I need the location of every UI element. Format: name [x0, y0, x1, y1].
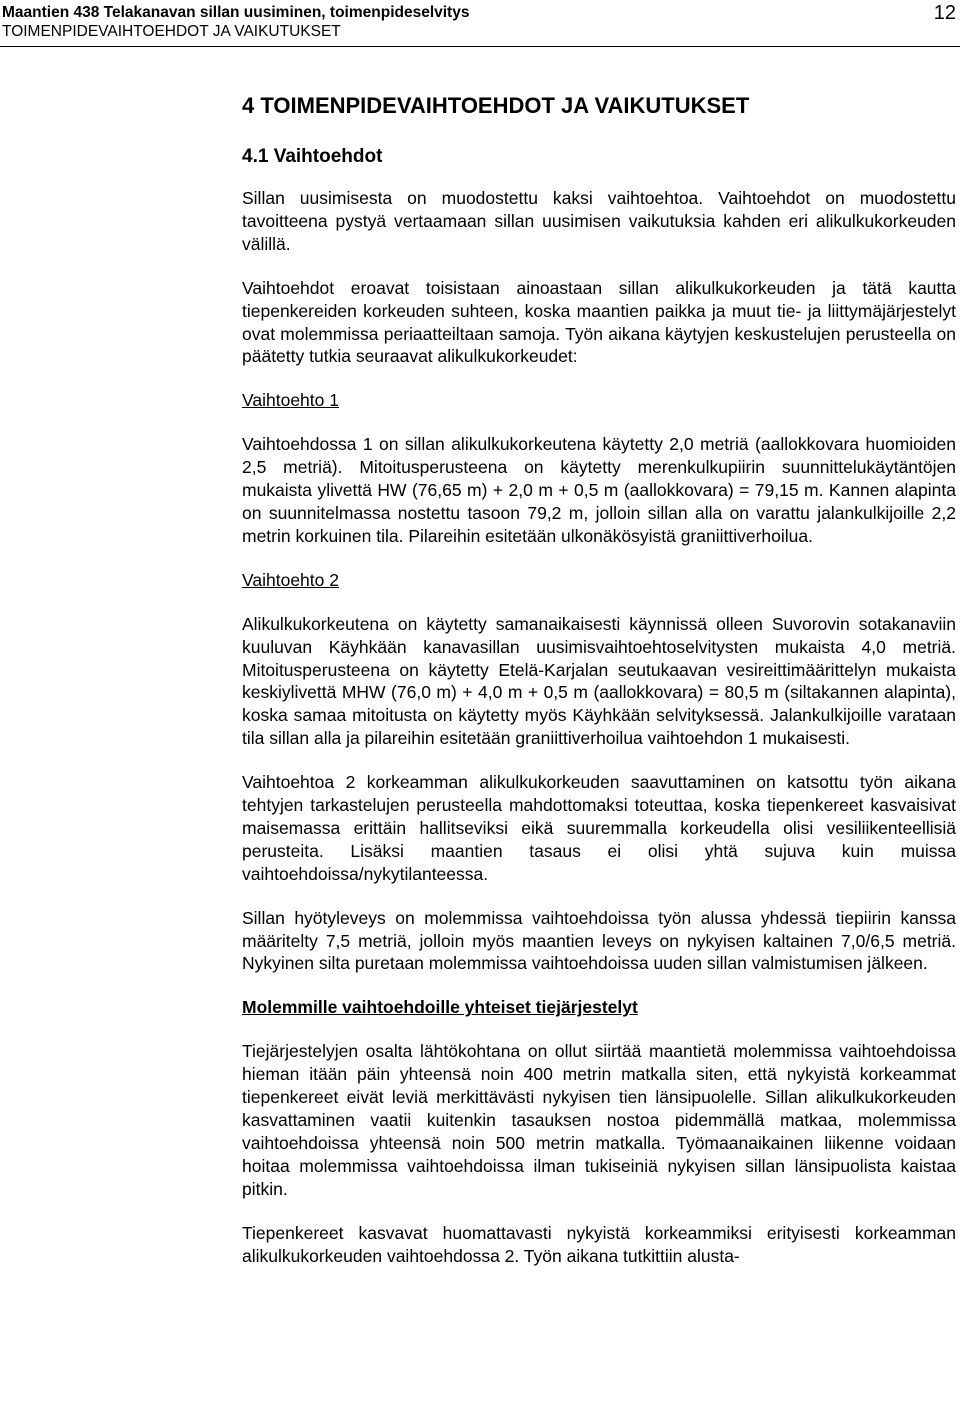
paragraph-intro: Sillan uusimisesta on muodostettu kaksi vaihtoehtoa. Vaihtoehdot on muodostettu tavoitteena pystyä vertaamaan sillan uusimisen vaikutuksia kahden eri alikulkukorkeuden välillä. — [242, 188, 956, 254]
common-arrangements-heading: Molemmille vaihtoehdoille yhteiset tiejärjestelyt — [242, 997, 638, 1018]
document-section-title: TOIMENPIDEVAIHTOEHDOT JA VAIKUTUKSET — [2, 23, 341, 40]
page-number: 12 — [933, 2, 956, 24]
section-heading: 4.1 Vaihtoehdot — [242, 146, 383, 167]
paragraph-vaihtoehto-1: Vaihtoehdossa 1 on sillan alikulkukorkeutena käytetty 2,0 metriä (aallokkovara huomioiden 2,5 metriä). Mitoitusperusteena on käytetty merenkulkupiirin suunnittelukäytäntöjen mukaista ylivettä HW (76,65 m) + 2,0 m + 0,5 m (aallokkovara) = 79,15 m. Kannen alapinta on suunnitelmassa nostettu tasoon 79,2 m, jolloin sillan alla on varattu jalankulkijoille 2,2 metrin korkuinen tila. Pilareihin esitetään ulkonäkösyistä graniittiverhoilua. — [242, 434, 956, 546]
paragraph-vaihtoehto-2: Alikulkukorkeutena on käytetty samanaikaisesti käynnissä olleen Suvorovin sotakanaviin kuuluvan Käyhkään kanavasillan uusimisvaihtoehtoselvitysten mukaista 4,0 metriä. Mitoitusperusteena on käytetty Etelä-Karjalan seutukaavan vesireittimäärittelyn mukaista keskiylivettä MHW (76,0 m) + 4,0 m + 0,5 m (aallokkovara) = 80,5 m (siltakannen alapinta), koska samaa mitoitusta on käytetty myös Käyhkään selvityksessä. Jalankulkijoille varataan tila sillan alla ja pilareihin esitetään graniittiverhoilua vaihtoehdon 1 mukaisesti. — [242, 613, 956, 749]
vaihtoehto-2-heading: Vaihtoehto 2 — [242, 569, 339, 590]
document-body — [242, 90, 956, 1288]
paragraph-road-arrangements: Tiejärjestelyjen osalta lähtökohtana on ollut siirtää maantietä molemmissa vaihtoehdoissa hieman itään päin yhteensä noin 400 metrin matkalla siten, että nykyistä korkeammat tiepenkereet eivät leviä merkittävästi nykyisen tien länsipuolelle. Sillan alikulkukorkeuden kasvattaminen vaatii kuitenkin tasauksen nostoa pidemmällä matkaa, molemmissa vaihtoehdoissa yhteensä noin 500 metrin matkalla. Työmaanaikainen liikenne voidaan hoitaa molemmissa vaihtoehdoissa ilman tukiseiniä nykyisen sillan länsipuolista kaistaa pitkin. — [242, 1041, 956, 1199]
page-header — [0, 0, 960, 47]
paragraph-differences: Vaihtoehdot eroavat toisistaan ainoastaan sillan alikulkukorkeuden ja tätä kautta tiepenkereiden korkeuden suhteen, koska maantien paikka ja muut tie- ja liittymäjärjestelyt ovat molemmissa periaatteiltaan samoja. Työn aikana käytyjen keskustelujen perusteella on päätetty tutkia seuraavat alikulkukorkeudet: — [242, 277, 956, 367]
document-title: Maantien 438 Telakanavan sillan uusiminen, toimenpideselvitys — [2, 4, 470, 21]
paragraph-bridge-width: Sillan hyötyleveys on molemmissa vaihtoehdoissa työn alussa yhdessä tiepiirin kanssa määritelty 7,5 metriä, jolloin myös maantien leveys on nykyisen kaltainen 7,0/6,5 metriä. Nykyinen silta puretaan molemmissa vaihtoehdoissa uuden sillan valmistumisen jälkeen. — [242, 907, 956, 974]
paragraph-embankments: Tiepenkereet kasvavat huomattavasti nykyistä korkeammiksi erityisesti korkeamman alikulkukorkeuden vaihtoehdossa 2. Työn aikana tutkittiin alusta- — [242, 1222, 956, 1266]
vaihtoehto-1-heading: Vaihtoehto 1 — [242, 390, 339, 411]
paragraph-higher-clearance: Vaihtoehtoa 2 korkeamman alikulkukorkeuden saavuttaminen on katsottu työn aikana tehtyjen tarkastelujen perusteella mahdottomaksi toteuttaa, koska tiepenkereet kasvaisivat maisemassa erittäin hallitseviksi eikä suuremmalla korkeudella olisi vesiliikenteellisiä perusteita. Lisäksi maantien tasaus ei olisi yhtä sujuva kuin muissa vaihtoehdoissa/nykytilanteessa. — [242, 772, 956, 884]
chapter-heading: 4 TOIMENPIDEVAIHTOEHDOT JA VAIKUTUKSET — [242, 93, 750, 118]
